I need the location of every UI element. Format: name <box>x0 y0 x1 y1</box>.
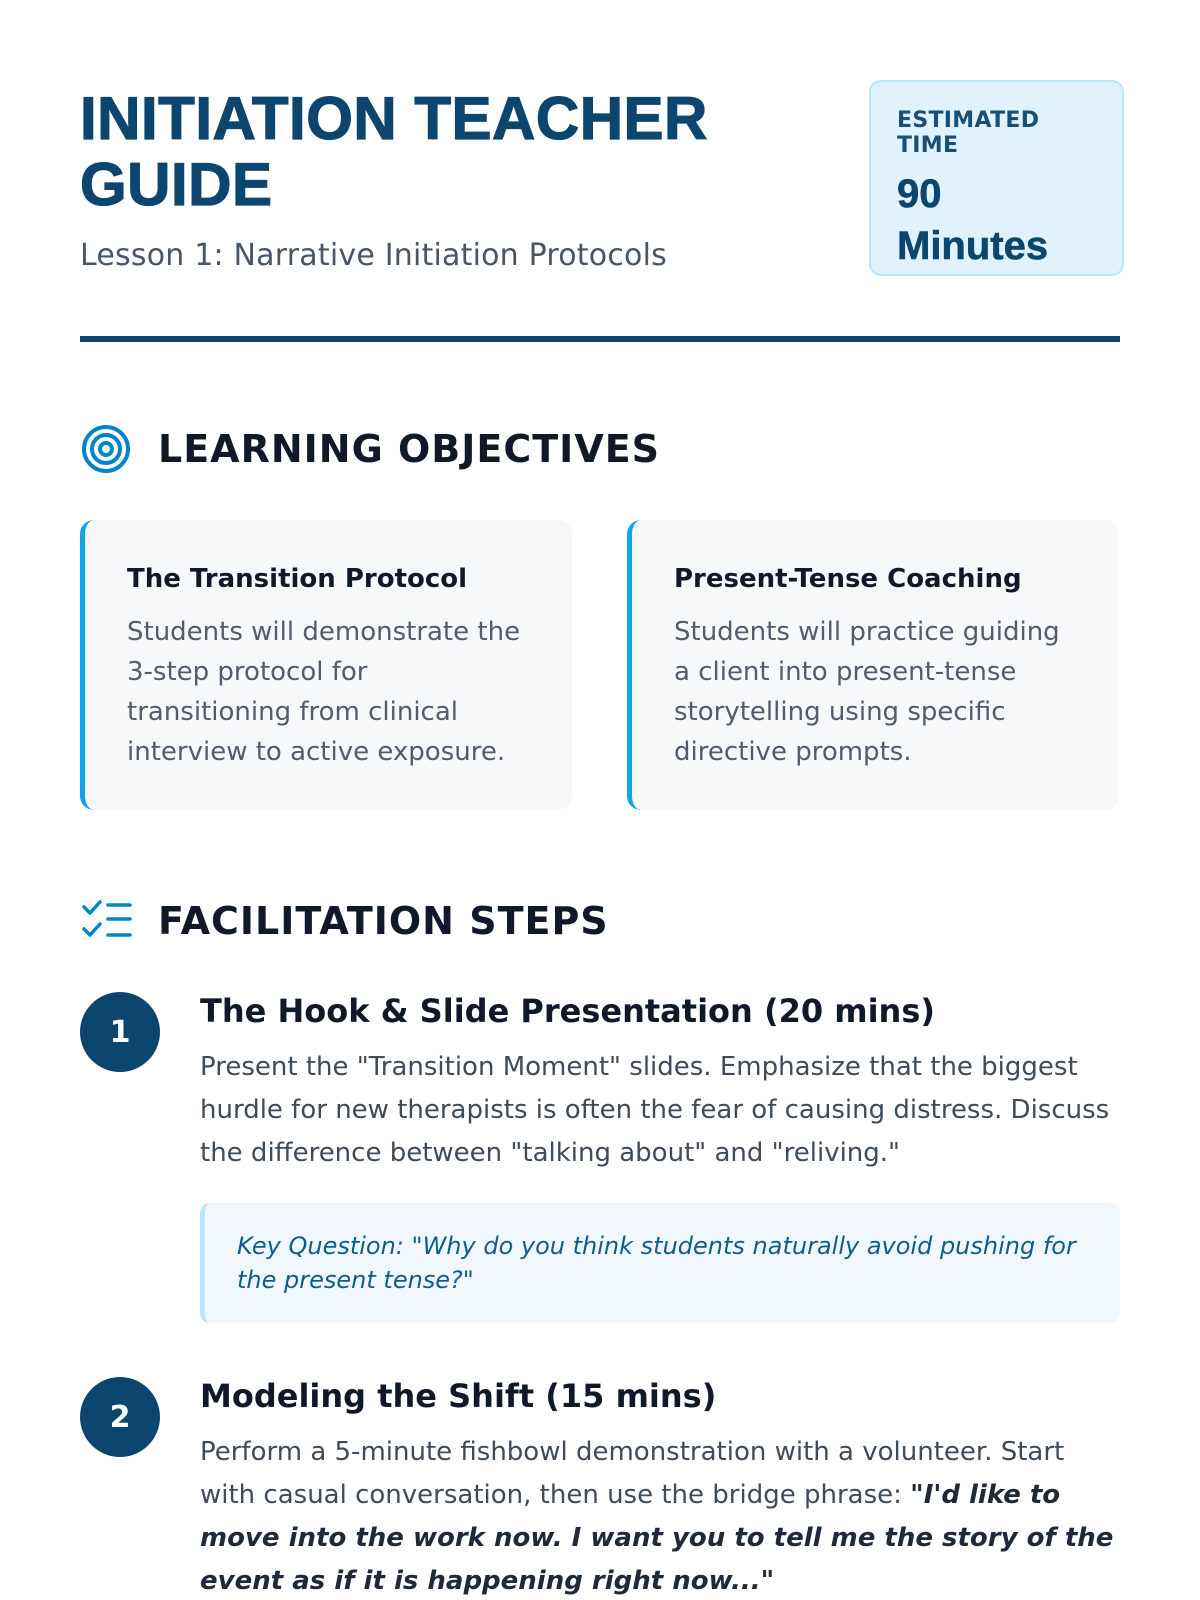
title-block <box>80 80 800 273</box>
objective-title: The Transition Protocol <box>127 564 468 594</box>
steps-section-header <box>80 894 1120 948</box>
step-number-badge: 1 <box>80 992 160 1072</box>
objectives-section-header <box>80 422 1120 476</box>
step-number-badge: 2 <box>80 1377 160 1457</box>
objective-card <box>80 520 572 810</box>
step-title: The Hook & Slide Presentation (20 mins) <box>200 992 935 1030</box>
header <box>80 80 1120 276</box>
step-title: Modeling the Shift (15 mins) <box>200 1377 717 1415</box>
objective-text: Students will demonstrate the 3-step protocol for transitioning from clinical interview to active exposure. <box>127 617 521 767</box>
lesson-subtitle: Lesson 1: Narrative Initiation Protocols <box>80 238 667 273</box>
facilitation-step <box>80 992 1120 1323</box>
facilitation-step <box>80 1377 1120 1600</box>
header-divider <box>80 336 1120 342</box>
objective-text: Students will practice guiding a client into present-tense storytelling using specific directive prompts. <box>674 617 1060 767</box>
objectives-list <box>80 520 1120 810</box>
step-body <box>200 992 1120 1323</box>
steps-section-title: FACILITATION STEPS <box>158 899 609 943</box>
objectives-section-title: LEARNING OBJECTIVES <box>158 427 661 471</box>
page-title: INITIATION TEACHER GUIDE <box>80 85 708 218</box>
step-description-text: Perform a 5-minute fishbowl demonstration with a volunteer. Start with casual conversation, then use the bridge phrase: <box>200 1437 1065 1510</box>
target-icon <box>80 422 134 476</box>
key-question-text: Key Question: "Why do you think students naturally avoid pushing for the present tense?" <box>237 1232 1076 1294</box>
step-description <box>200 1431 1120 1600</box>
key-question-callout <box>200 1203 1120 1323</box>
estimated-time-label: ESTIMATED TIME <box>897 108 1040 158</box>
estimated-time-value: 90 Minutes <box>897 172 1049 268</box>
step-body <box>200 1377 1120 1600</box>
objective-card <box>627 520 1119 810</box>
bridge-phrase-quote: "I'd like to move into the work now. I want you to tell me the story of the event as if it is happening right now..." <box>200 1480 1114 1596</box>
checklist-icon <box>80 894 134 948</box>
estimated-time-box <box>869 80 1124 276</box>
step-description: Present the "Transition Moment" slides. Emphasize that the biggest hurdle for new therapists is often the fear of causing distress. Discuss the difference between "talking about" and "reliving." <box>200 1052 1110 1168</box>
objective-title: Present-Tense Coaching <box>674 564 1022 594</box>
